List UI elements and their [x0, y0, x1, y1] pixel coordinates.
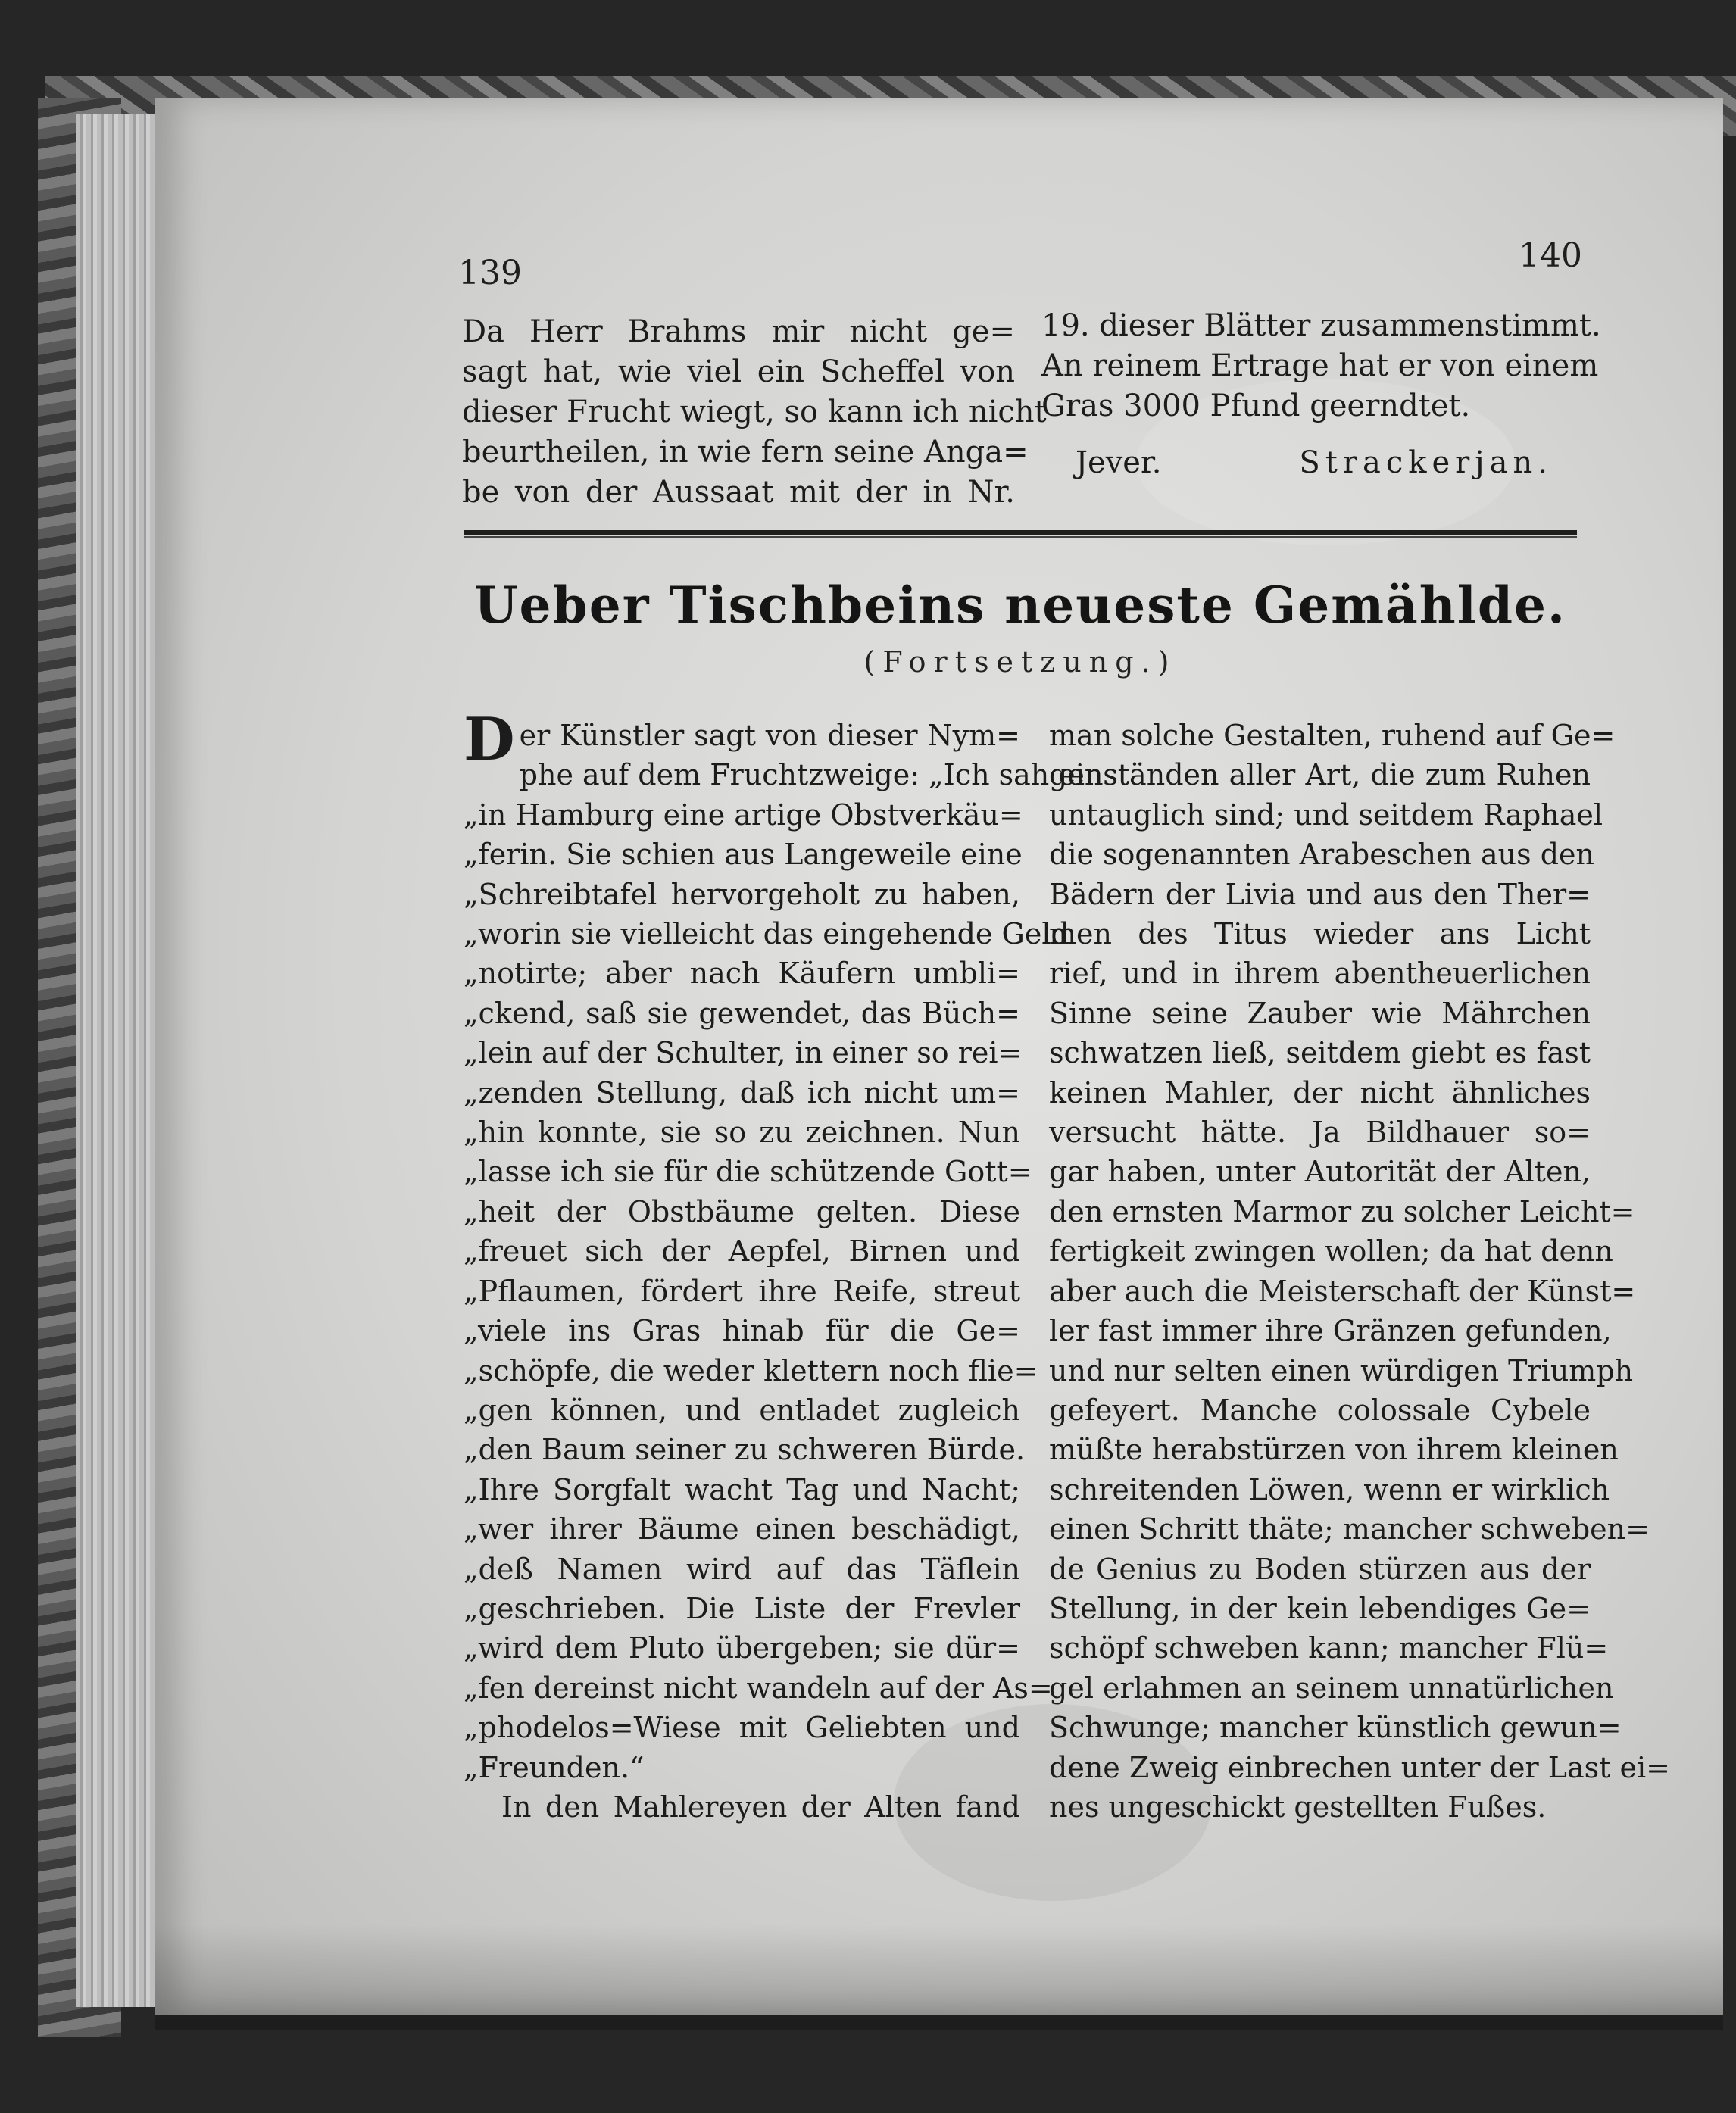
- text-line: „notirte; aber nach Käufern umbli=: [464, 957, 1020, 991]
- text-line: „fen dereinst nicht wandeln auf der As=: [464, 1671, 1053, 1705]
- text-line: men des Titus wieder ans Licht: [1049, 917, 1591, 951]
- text-line: de Genius zu Boden stürzen aus der: [1049, 1552, 1591, 1586]
- section-divider-thin: [464, 536, 1577, 538]
- text-line: schwatzen ließ, seitdem giebt es fast: [1049, 1036, 1591, 1070]
- text-line: dieser Frucht wiegt, so kann ich nicht: [462, 395, 1047, 429]
- text-line: „schöpfe, die weder klettern noch flie=: [464, 1353, 1038, 1387]
- text-line: genständen aller Art, die zum Ruhen: [1049, 758, 1591, 792]
- text-line: dene Zweig einbrechen unter der Last ei=: [1049, 1750, 1670, 1784]
- text-line: Stellung, in der kein lebendiges Ge=: [1049, 1591, 1591, 1625]
- text-line: In den Mahlereyen der Alten fand: [501, 1790, 1020, 1824]
- page-number-left: 139: [458, 254, 522, 292]
- text-line: gefeyert. Manche colossale Cybele: [1049, 1393, 1591, 1427]
- text-line: „worin sie vielleicht das eingehende Geld: [464, 917, 1069, 951]
- text-line: phe auf dem Fruchtzweige: „Ich sah einst: [519, 758, 1130, 792]
- text-line: „in Hamburg eine artige Obstverkäu=: [464, 797, 1023, 832]
- page-number-right: 140: [1519, 236, 1582, 275]
- text-line: Bädern der Livia und aus den Ther=: [1049, 877, 1591, 911]
- drop-cap: D: [464, 705, 515, 774]
- section-divider: [464, 530, 1577, 535]
- text-line: schöpf schweben kann; mancher Flü=: [1049, 1631, 1609, 1665]
- text-line: er Künstler sagt von dieser Nym=: [519, 719, 1020, 752]
- text-line: ler fast immer ihre Gränzen gefunden,: [1049, 1314, 1612, 1348]
- text-line: schreitenden Löwen, wenn er wirklich: [1049, 1472, 1610, 1506]
- text-line: nes ungeschickt gestellten Fußes.: [1049, 1790, 1547, 1824]
- text-line: be von der Aussaat mit der in Nr.: [462, 475, 1015, 510]
- text-line: „freuet sich der Aepfel, Birnen und: [464, 1234, 1020, 1269]
- page-stack-edges: [76, 114, 167, 2007]
- text-line: rief, und in ihrem abentheuerlichen: [1049, 957, 1591, 991]
- top-left-column: [462, 312, 1047, 513]
- text-line: die sogenannten Arabeschen aus den: [1049, 838, 1594, 872]
- top-right-column: [1041, 306, 1601, 426]
- text-line: „Ihre Sorgfalt wacht Tag und Nacht;: [464, 1472, 1020, 1506]
- text-line: versucht hätte. Ja Bildhauer so=: [1049, 1116, 1591, 1150]
- text-line: An reinem Ertrage hat er von einem: [1041, 348, 1599, 383]
- text-line: „den Baum seiner zu schweren Bürde.: [464, 1433, 1026, 1467]
- text-line: „wird dem Pluto übergeben; sie dür=: [464, 1631, 1020, 1665]
- signature-name: Strackerjan.: [1299, 445, 1553, 480]
- body-right-column: [1049, 716, 1670, 1827]
- text-line: Schwunge; mancher künstlich gewun=: [1049, 1711, 1622, 1745]
- text-line: „phodelos=Wiese mit Geliebten und: [464, 1711, 1020, 1745]
- text-line: „ferin. Sie schien aus Langeweile eine: [464, 838, 1023, 872]
- text-line: „ckend, saß sie gewendet, das Büch=: [464, 996, 1020, 1030]
- text-line: „Freunden.“: [464, 1750, 645, 1784]
- text-line: „lein auf der Schulter, in einer so rei=: [464, 1036, 1023, 1070]
- text-line: „viele ins Gras hinab für die Ge=: [464, 1314, 1020, 1348]
- text-line: untauglich sind; und seitdem Raphael: [1049, 797, 1603, 832]
- text-line: Da Herr Brahms mir nicht ge=: [462, 314, 1015, 349]
- text-line: „wer ihrer Bäume einen beschädigt,: [464, 1512, 1020, 1547]
- text-line: beurtheilen, in wie fern seine Anga=: [462, 435, 1029, 470]
- text-line: „zenden Stellung, daß ich nicht um=: [464, 1075, 1020, 1110]
- text-line: „geschrieben. Die Liste der Frevler: [464, 1591, 1020, 1625]
- text-line: gar haben, unter Autorität der Alten,: [1049, 1155, 1591, 1189]
- text-line: 19. dieser Blätter zusammenstimmt.: [1041, 308, 1601, 343]
- text-line: einen Schritt thäte; mancher schweben=: [1049, 1512, 1650, 1547]
- text-line: „Schreibtafel hervorgeholt zu haben,: [464, 877, 1020, 911]
- text-line: „Pflaumen, fördert ihre Reife, streut: [464, 1274, 1020, 1308]
- text-line: keinen Mahler, der nicht ähnliches: [1049, 1075, 1591, 1110]
- text-line: „heit der Obstbäume gelten. Diese: [464, 1194, 1020, 1228]
- text-line: „lasse ich sie für die schützende Gott=: [464, 1155, 1032, 1189]
- article-subtitle: (Fortsetzung.): [863, 645, 1177, 679]
- text-line: „gen können, und entladet zugleich: [464, 1393, 1020, 1427]
- body-left-column: [464, 705, 1130, 1827]
- text-line: Gras 3000 Pfund geerndtet.: [1041, 389, 1471, 423]
- text-line: gel erlahmen an seinem unnatürlichen: [1049, 1671, 1614, 1705]
- article-title: Ueber Tischbeins neueste Gemählde.: [474, 576, 1566, 635]
- text-line: müßte herabstürzen von ihrem kleinen: [1049, 1433, 1619, 1467]
- text-line: und nur selten einen würdigen Triumph: [1049, 1353, 1634, 1387]
- text-line: „deß Namen wird auf das Täflein: [464, 1552, 1020, 1586]
- text-line: aber auch die Meisterschaft der Künst=: [1049, 1274, 1636, 1308]
- text-line: „hin konnte, sie so zu zeichnen. Nun: [464, 1116, 1020, 1150]
- text-line: den ernsten Marmor zu solcher Leicht=: [1049, 1194, 1635, 1228]
- text-line: man solche Gestalten, ruhend auf Ge=: [1049, 719, 1616, 752]
- text-line: sagt hat, wie viel ein Scheffel von: [462, 354, 1015, 389]
- text-line: fertigkeit zwingen wollen; da hat denn: [1049, 1234, 1613, 1269]
- text-line: Sinne seine Zauber wie Mährchen: [1049, 996, 1591, 1030]
- signature-place: Jever.: [1076, 445, 1162, 480]
- signature-row: [1076, 445, 1553, 480]
- page-bottom-shadow: [155, 1924, 1723, 2030]
